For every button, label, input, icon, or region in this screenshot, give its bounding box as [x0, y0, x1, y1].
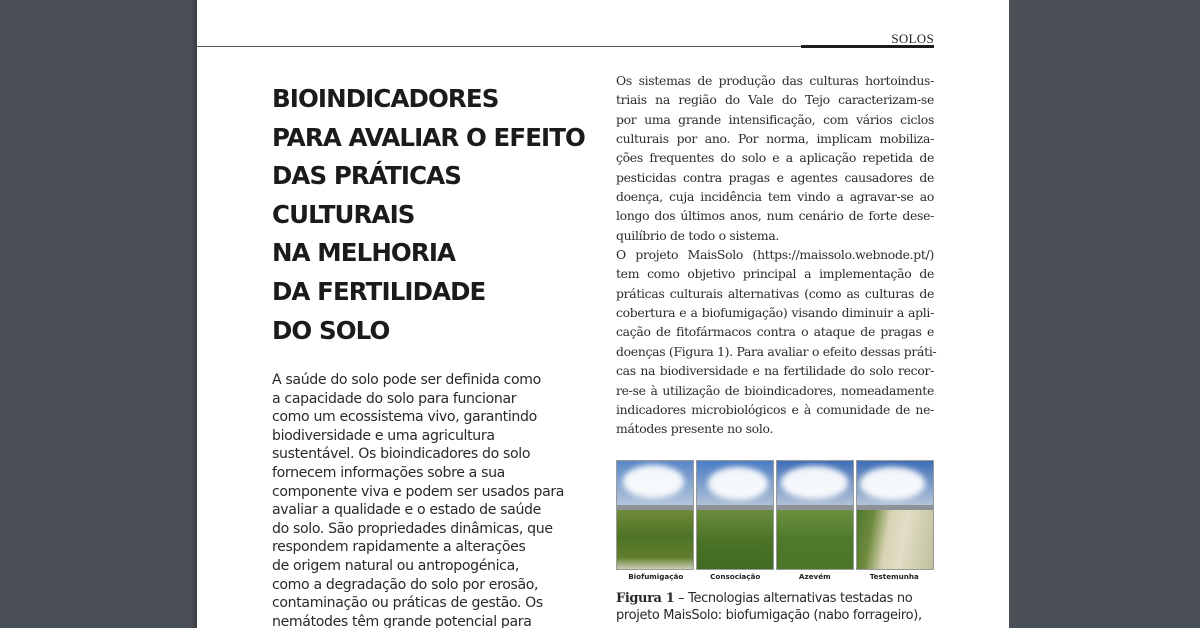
body-line: cas na biodiversidade e na fertilidade do solo recor- — [616, 363, 934, 379]
section-label: SOLOS — [891, 31, 934, 46]
lead-line: de origem natural ou antropogénica, — [272, 557, 519, 574]
lead-line: sustentável. Os bioindicadores do solo — [272, 446, 531, 463]
body-line: quilíbrio de todo o sistema. — [616, 227, 780, 243]
body-line: triais na região do Vale do Tejo caracterizam-se — [616, 92, 934, 108]
body-line: práticas culturais alternativas (como as culturas de — [616, 285, 934, 301]
body-line: cação de fitofármacos contra o ataque de pragas e — [616, 324, 934, 340]
title-line: BIOINDICADORES — [272, 84, 499, 113]
panel-label: Azevém — [798, 572, 831, 581]
title-line: CULTURAIS — [272, 199, 415, 229]
lead-line: componente viva e podem ser usados para — [272, 483, 565, 500]
photo-testemunha — [856, 460, 934, 570]
panel-label: Biofumigação — [628, 572, 684, 581]
photo-consociacao — [696, 460, 774, 570]
body-line: doença, cuja incidência tem vindo a agravar-se ao — [616, 189, 934, 205]
lead-line: como a degradação do solo por erosão, — [272, 576, 539, 593]
lead-line: avaliar a qualidade e o estado de saúde — [272, 502, 541, 519]
figure-panel-labels — [616, 572, 934, 581]
title-line: DA FERTILIDADE — [272, 276, 486, 306]
body-paragraph-2 — [616, 245, 937, 438]
title-line: DAS PRÁTICAS — [272, 161, 461, 191]
lead-line: a capacidade do solo para funcionar — [272, 390, 517, 407]
panel-label: Testemunha — [869, 572, 919, 581]
lead-line: A saúde do solo pode ser definida como — [272, 372, 541, 388]
caption-label: Figura 1 — [616, 591, 675, 606]
body-paragraph-1 — [616, 71, 934, 245]
body-line: indicadores microbiológicos e à comunidade de ne- — [616, 401, 934, 417]
body-line: ções frequentes do solo e a aplicação repetida de — [616, 150, 934, 166]
document-page — [197, 0, 1009, 628]
body-line: Os sistemas de produção das culturas hortoindus- — [616, 73, 934, 88]
figure-caption — [616, 590, 946, 624]
body-line: O projeto MaisSolo (https://maissolo.webnode.pt/) — [616, 247, 934, 263]
lead-line: nemátodes têm grande potencial para — [272, 613, 532, 628]
body-line: culturais por ano. Por norma, implicam mobiliza- — [616, 131, 934, 147]
caption-line — [616, 590, 946, 607]
lead-line: fornecem informações sobre a sua — [272, 464, 505, 481]
body-line: cobertura e a biofumigação) visando diminuir a apli- — [616, 305, 934, 321]
figure-1-photos — [616, 460, 934, 570]
body-line: re-se à utilização de bioindicadores, nomeadamente — [616, 382, 934, 398]
body-line: mátodes presente no solo. — [616, 421, 774, 437]
body-line: doenças (Figura 1). Para avaliar o efeito dessas práti- — [616, 343, 937, 359]
lead-line: do solo. São propriedades dinâmicas, que — [272, 520, 553, 537]
title-line: NA MELHORIA — [272, 238, 456, 268]
title-line: DO SOLO — [272, 315, 390, 345]
lead-line: respondem rapidamente a alterações — [272, 539, 526, 556]
lead-paragraph — [272, 371, 592, 628]
panel-label: Consociação — [710, 572, 761, 581]
caption-text: – Tecnologias alternativas testadas no — [674, 591, 913, 606]
caption-line: projeto MaisSolo: biofumigação (nabo forrageiro), — [616, 608, 922, 623]
body-line: pesticidas contra pragas e agentes causadores de — [616, 169, 934, 185]
lead-line: como um ecossistema vivo, garantindo — [272, 409, 537, 426]
lead-line: biodiversidade e uma agricultura — [272, 427, 495, 444]
body-line: tem como objetivo principal a implementação de — [616, 266, 934, 282]
body-line: longo dos últimos anos, num cenário de forte dese- — [616, 208, 934, 224]
lead-line: contaminação ou práticas de gestão. Os — [272, 595, 543, 612]
photo-azevem — [776, 460, 854, 570]
article-title — [272, 80, 602, 350]
body-line: por uma grande intensificação, com vários ciclos — [616, 111, 934, 127]
body-column — [616, 71, 937, 439]
photo-biofumigacao — [616, 460, 694, 570]
title-line: PARA AVALIAR O EFEITO — [272, 122, 585, 152]
